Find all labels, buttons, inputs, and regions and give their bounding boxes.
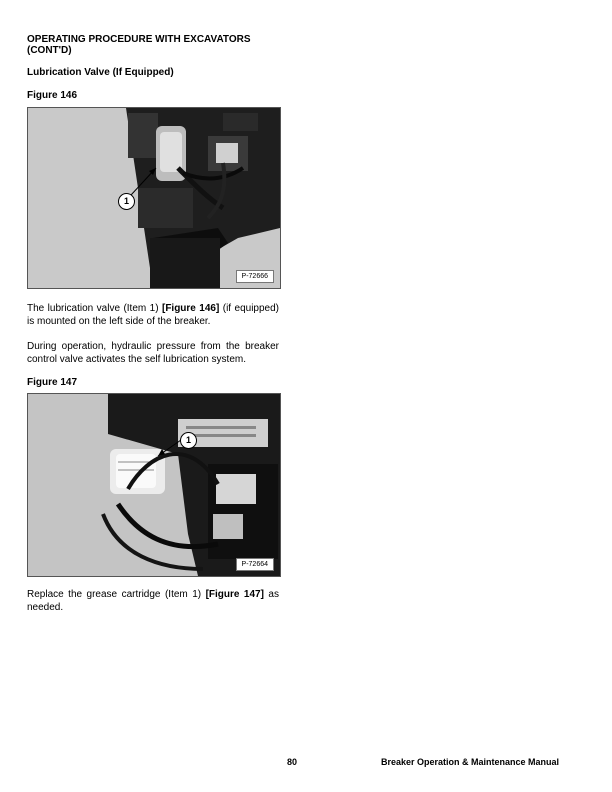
manual-title: Breaker Operation & Maintenance Manual [381,757,560,767]
figure-146-callout: 1 [118,193,135,210]
section-heading: OPERATING PROCEDURE WITH EXCAVATORS (CONT'D) [27,34,251,56]
figure-146-photo-code: P-72666 [236,270,274,283]
paragraph-text: The lubrication valve (Item 1) [27,303,162,314]
figure-147-photo [27,393,281,577]
figure-146-label: Figure 146 [27,90,78,101]
paragraph-grease-cartridge [27,588,279,614]
paragraph-text: (if equipped) is mounted on the left side of the breaker. [27,303,280,327]
figure-147-callout: 1 [180,432,197,449]
paragraph-text: as needed. [27,589,279,613]
figure-146-photo [27,107,281,289]
figure-147-label: Figure 147 [27,377,78,388]
paragraph-lubrication-valve [27,302,279,328]
subheading: Lubrication Valve (If Equipped) [27,67,174,78]
paragraph-hydraulic-pressure: During operation, hydraulic pressure from the breaker control valve activates the self lubrication system. [27,341,279,365]
figure-147-photo-code: P-72664 [236,558,274,571]
figure-reference: [Figure 147] [205,589,264,600]
figure-reference: [Figure 146] [161,303,220,314]
paragraph-text: Replace the grease cartridge (Item 1) [27,589,206,600]
page-number: 80 [287,757,298,767]
